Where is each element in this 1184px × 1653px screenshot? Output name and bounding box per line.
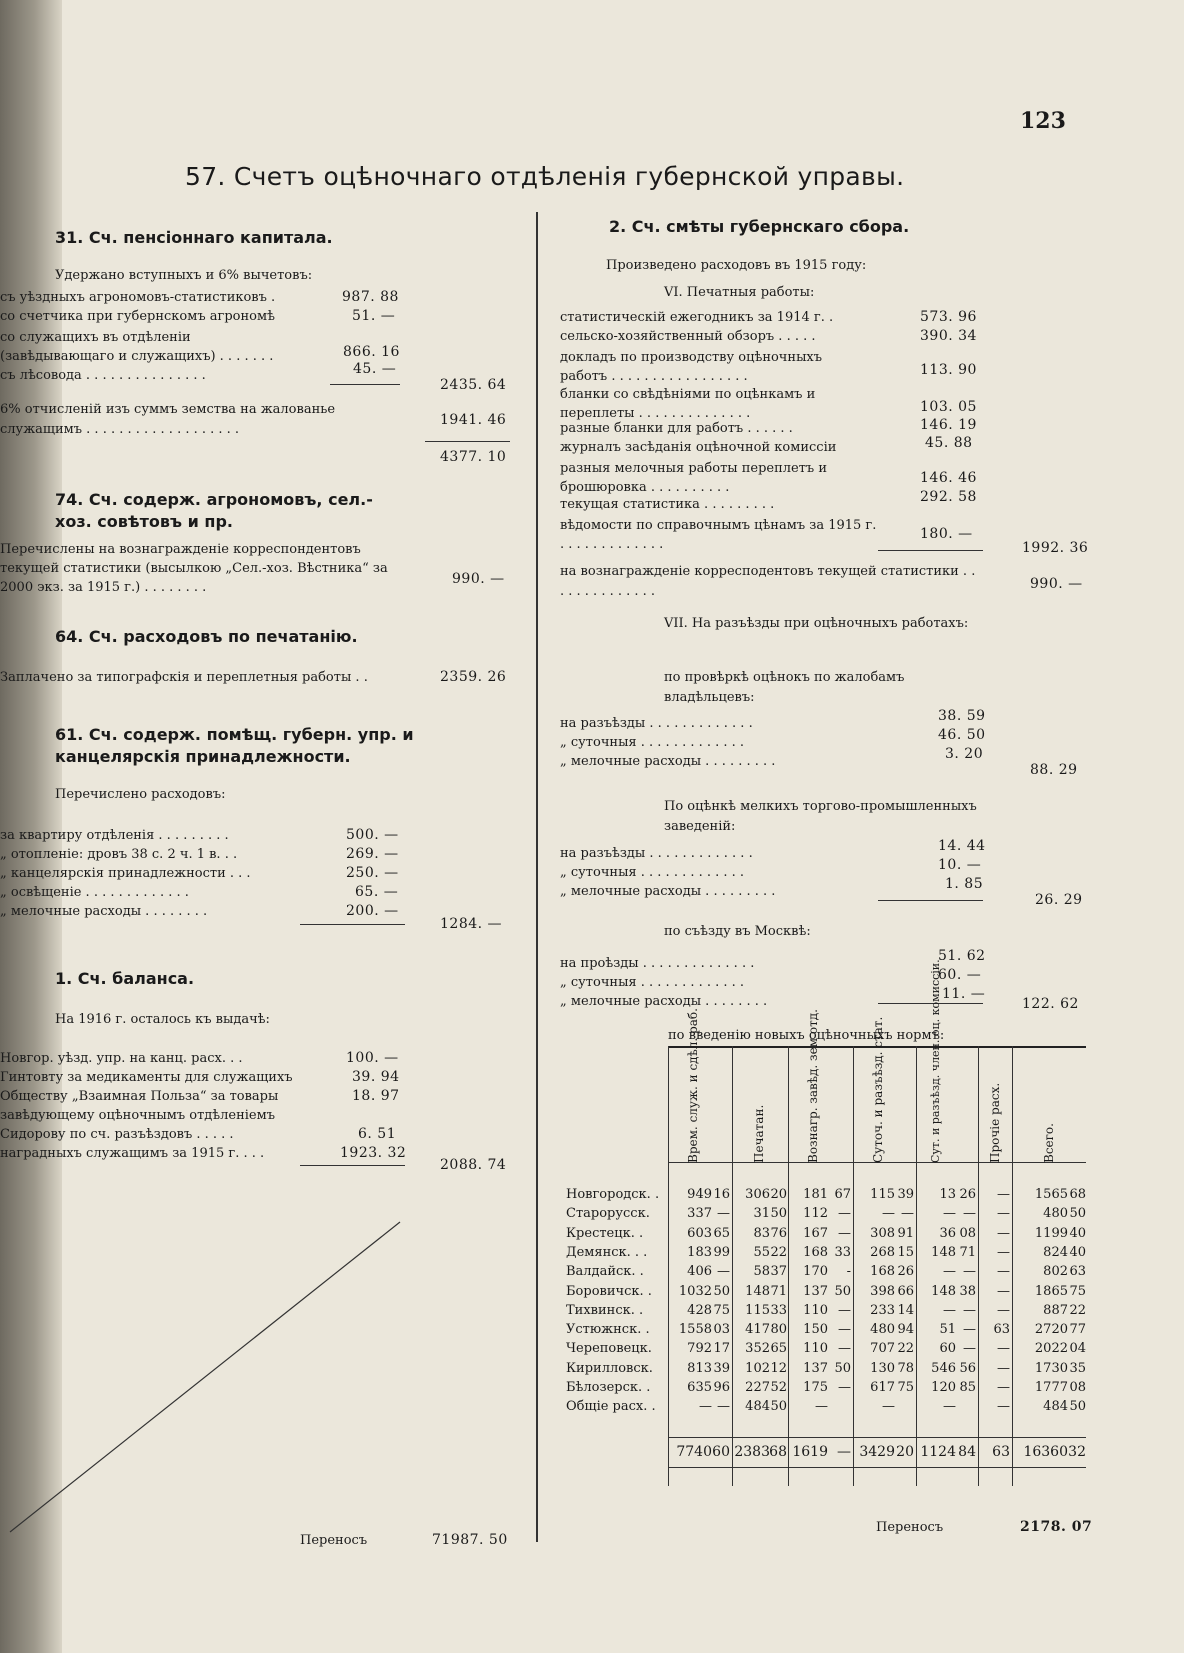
table-cell: 39 [713,1360,730,1376]
print-line-4: бланки со свѣдѣніями по оцѣнкамъ и переплеты . . . . . . . . . . . . . . [560,387,816,421]
table-cell: 50 [1069,1399,1086,1415]
table-header-6: Прочіе расх. [988,1082,1002,1163]
print-line-5: разные бланки для работъ . . . . . . [560,421,793,436]
table-cell: 78 [897,1360,914,1376]
right-carry-label: Переносъ [876,1520,944,1535]
table-cell: 63 [993,1322,1010,1338]
table-cell: — [882,1399,895,1415]
table-cell: 115 [745,1302,770,1318]
table-cell: — [943,1206,956,1222]
table-total-cell: 1124 [920,1444,956,1460]
table-cell: 13 [939,1187,956,1202]
s1-intro: Удержано вступныхъ и 6% вычетовъ: [55,268,313,283]
table-row-name: Демянск. . . [566,1244,648,1260]
s5-val-3: 18. 97 [352,1088,400,1104]
left-carry-label: Переносъ [300,1533,368,1548]
table-header-2: Печатан. [752,1104,766,1163]
table-cell: 08 [1069,1380,1086,1395]
table-cell: 168 [870,1264,895,1280]
table-header-4: Суточ. и разъѣзд. стат. [871,1016,885,1163]
table-total-cell: — [837,1444,851,1460]
right-heading: 2. Сч. смѣты губернскаго сбора. [609,217,910,236]
table-cell: — [997,1399,1010,1415]
table-cell: 85 [959,1380,976,1395]
table-cell: 1777 [1034,1380,1068,1395]
table-cell: 12 [770,1360,787,1376]
table-total-cell: 3429 [859,1444,895,1460]
print-val-9: 180. — [920,526,973,542]
table-cell: 50 [770,1206,787,1222]
rule [300,924,405,925]
table-cell: — [997,1283,1010,1299]
table-total-cell: 84 [958,1444,976,1460]
table-cell: 635 [687,1380,712,1395]
table-cell: 1865 [1034,1283,1068,1299]
s1-val-2: 51. — [352,308,396,324]
s1-line-4: съ лѣсовода . . . . . . . . . . . . . . . [0,368,206,383]
table-cell: 50 [834,1360,851,1376]
s5-total: 2088. 74 [440,1157,507,1173]
page-title: 57. Счетъ оцѣночнаго отдѣленія губернской управы. [185,162,905,191]
table-cell: 120 [931,1380,956,1395]
table-cell: — [963,1322,976,1338]
sub2-val-3: 1. 85 [945,876,984,892]
table-cell: 50 [834,1283,851,1299]
s1-total: 4377. 10 [440,449,507,465]
table-totals-rule-top [668,1437,1086,1438]
table-cell: 08 [959,1225,976,1241]
table-cell: 50 [713,1283,730,1299]
table-cell: 813 [687,1360,712,1376]
s1-line-2: со счетчика при губернскомъ агрономѣ [0,309,275,324]
table-cell: 802 [1043,1264,1068,1280]
rule [425,441,510,442]
table-header-7: Всего. [1042,1123,1056,1163]
table-row-name: Устюжнск. . [566,1322,650,1338]
table-cell: 227 [745,1380,770,1395]
table-cell: 26 [959,1187,976,1202]
sub1-line-1: на разъѣзды . . . . . . . . . . . . . [560,716,753,731]
table-cell: — [717,1206,730,1222]
table-cell: — [943,1264,956,1280]
print-line-1: статистическій ежегодникъ за 1914 г. . [560,310,834,325]
s3-text: Заплачено за типографскія и переплетныя работы . . [0,670,368,685]
table-cell: 65 [770,1341,787,1357]
table-cell: 35 [1069,1360,1086,1376]
s4-line-1: за квартиру отдѣленія . . . . . . . . . [0,828,229,843]
s4-val-5: 200. — [346,903,399,919]
table-cell: 39 [897,1187,914,1202]
table-total-cell: 63 [992,1444,1010,1460]
table-cell: 80 [770,1322,787,1338]
table-cell: 16 [713,1187,730,1202]
rule [878,550,983,551]
page-number: 123 [1020,108,1066,134]
table-cell: 102 [745,1360,770,1376]
s5-line-2: Гинтовту за медикаменты для служащихъ [0,1070,293,1085]
table-header-1: Врем. служ. и сдѣл. раб. [686,1008,700,1163]
table-cell: — [717,1264,730,1280]
s5-line-5: Сидорову по сч. разъѣздовъ . . . . . [0,1127,234,1142]
s4-val-4: 65. — [355,884,399,900]
left-carry-val: 71987. 50 [432,1532,508,1548]
table-cell: — [997,1206,1010,1222]
table-cell: 1558 [678,1322,712,1338]
table-cell: 183 [687,1244,712,1260]
sub2-val-2: 10. — [938,857,982,873]
table-cell: 83 [753,1225,770,1241]
rule [300,1165,405,1166]
s5-intro: На 1916 г. осталось къ выдачѣ: [55,1012,270,1027]
s5-val-5: 6. 51 [358,1126,397,1142]
sub3-val-1: 51. 62 [938,948,986,964]
table-cell: 949 [687,1187,712,1202]
print-val-7: 146. 46 [920,470,977,486]
table-row-name: Череповецк. [566,1341,652,1357]
table-cell: 268 [870,1244,895,1260]
table-cell: — [943,1302,956,1318]
rule [878,900,983,901]
table-cell: 617 [870,1380,895,1395]
table-total-cell: 1619 [792,1444,828,1460]
sub3-line-3: „ мелочные расходы . . . . . . . . [560,994,768,1009]
print-line-6: журналъ засѣданія оцѣночной комиссіи [560,440,837,455]
table-cell: 168 [803,1244,828,1260]
print-line-2: сельско-хозяйственный обзоръ . . . . . [560,329,816,344]
sub2-line-2: „ суточныя . . . . . . . . . . . . . [560,865,745,880]
table-cell: 91 [897,1225,914,1241]
table-total-cell: 16360 [1023,1444,1068,1460]
table-cell: 99 [713,1244,730,1260]
table-row-name: Тихвинск. . [566,1302,644,1318]
table-cell: 110 [803,1302,828,1318]
sub2-line-3: „ мелочные расходы . . . . . . . . . [560,884,776,899]
table-cell: — [997,1380,1010,1395]
table-cell: — [699,1399,712,1415]
cancel-diagonal-line [0,1210,420,1540]
table-row-name: Новгородск. . [566,1187,660,1202]
print-line-8: текущая статистика . . . . . . . . . [560,497,775,512]
table-cell: 115 [870,1187,895,1202]
print-val-4: 103. 05 [920,399,977,415]
table-cell: 50 [1069,1206,1086,1222]
column-divider [536,212,538,1542]
sub1-heading: по провѣркѣ оцѣнокъ по жалобамъ владѣльцевъ: [664,670,905,705]
print-val-5: 146. 19 [920,417,977,433]
s1-heading: 31. Сч. пенсіоннаго капитала. [55,228,333,247]
print-val-1: 573. 96 [920,309,977,325]
table-cell: 110 [803,1341,828,1357]
table-cell: — [838,1322,851,1338]
table-cell: — [838,1341,851,1357]
s5-line-6: наградныхъ служащимъ за 1915 г. . . . [0,1146,265,1161]
table-cell: 40 [1069,1244,1086,1260]
s1-val-4: 45. — [353,361,397,377]
s3-val: 2359. 26 [440,669,507,685]
table-cell: 137 [803,1283,828,1299]
s1-line2: 6% отчисленій изъ суммъ земства на жалованье служащимъ . . . . . . . . . . . . . . . . . . . [0,402,336,437]
print-val-6: 45. 88 [925,435,973,451]
sub2-total: 26. 29 [1035,892,1083,908]
sub2-line-1: на разъѣзды . . . . . . . . . . . . . [560,846,753,861]
table-cell: 96 [713,1380,730,1395]
table-cell: 22 [1069,1302,1086,1318]
table-cell: 1730 [1034,1360,1068,1376]
s1-line-1: съ уѣздныхъ агрономовъ-статистиковъ . [0,290,276,305]
sub1-line-2: „ суточныя . . . . . . . . . . . . . [560,735,745,750]
table-cell: — [997,1244,1010,1260]
table-cell: 137 [803,1360,828,1376]
s2-val: 990. — [452,571,505,587]
table-cell: — [997,1341,1010,1357]
table-totals-rule-bottom [668,1467,1086,1468]
sub3-line-1: на проѣзды . . . . . . . . . . . . . . [560,956,755,971]
table-cell: 824 [1043,1244,1068,1260]
sub2-heading: По оцѣнкѣ мелкихъ торгово-промышленныхъ заведеній: [664,799,977,834]
table-cell: 22 [897,1341,914,1357]
table-cell: 1565 [1034,1187,1068,1202]
s5-line-1: Новгор. уѣзд. упр. на канц. расх. . . [0,1051,243,1066]
table-cell: 306 [745,1187,770,1202]
table-cell: 56 [959,1360,976,1376]
s4-intro: Перечислено расходовъ: [55,787,226,802]
table-total-cell: 7740 [676,1444,712,1460]
table-cell: 33 [770,1302,787,1318]
table-header-5: Сут. и разъѣзд. член. оц. комиссіи. [929,959,942,1163]
table-cell: 428 [687,1302,712,1318]
table-cell: — [717,1399,730,1415]
table-cell: 352 [745,1341,770,1357]
table-cell: 33 [834,1244,851,1260]
sub3-total: 122. 62 [1022,996,1079,1012]
print-total: 1992. 36 [1022,540,1089,556]
table-cell: 130 [870,1360,895,1376]
table-cell: 51 [939,1322,956,1338]
table-row-name: Бѣлозерск. . [566,1380,651,1395]
table-cell: 63 [1069,1264,1086,1280]
sec6-heading: VI. Печатныя работы: [664,285,815,300]
table-cell: — [838,1206,851,1222]
table-cell: 71 [959,1244,976,1260]
sub3-val-2: 60. — [938,967,982,983]
table-cell: 406 [687,1264,712,1280]
table-cell: 175 [803,1380,828,1395]
table-cell: — [838,1380,851,1395]
sub1-val-3: 3. 20 [945,746,984,762]
sub1-val-2: 46. 50 [938,727,986,743]
table-cell: 167 [803,1225,828,1241]
s3-heading: 64. Сч. расходовъ по печатанію. [55,627,358,646]
table-row-name: Кирилловск. [566,1360,653,1376]
table-cell: 546 [931,1360,956,1376]
table-cell: — [997,1225,1010,1241]
sub1-line-3: „ мелочные расходы . . . . . . . . . [560,754,776,769]
table-cell: 484 [1043,1399,1068,1415]
sub2-val-1: 14. 44 [938,838,986,854]
s5-line-4: завѣдующему оцѣночнымъ отдѣленіемъ [0,1108,275,1123]
right-intro: Произведено расходовъ въ 1915 году: [606,258,867,273]
table-cell: 94 [897,1322,914,1338]
table-total-cell: 2383 [734,1444,770,1460]
table-total-cell: 32 [1068,1444,1086,1460]
table-cell: 170 [803,1264,828,1280]
sub1-total: 88. 29 [1030,762,1078,778]
table-cell: 76 [770,1225,787,1241]
table-cell: 603 [687,1225,712,1241]
s5-val-6: 1923. 32 [340,1145,407,1161]
table-cell: 398 [870,1283,895,1299]
table-row-name: Валдайск. . [566,1264,644,1280]
table-row-name: Общіе расх. . [566,1399,656,1415]
table-total-cell: 60 [712,1444,730,1460]
table-cell: 308 [870,1225,895,1241]
print-line-9: вѣдомости по справочнымъ цѣнамъ за 1915 г. . . . . . . . . . . . . . [560,518,877,552]
s5-val-2: 39. 94 [352,1069,400,1085]
table-cell: — [838,1302,851,1318]
table-cell: 37 [770,1264,787,1280]
table-cell: — [815,1399,828,1415]
table-cell: - [846,1264,851,1280]
print-val-3: 113. 90 [920,362,977,378]
table-header-3: Вознагр. завѣд. зем отд. [806,1009,820,1163]
rule [330,384,400,385]
table-cell: 148 [745,1283,770,1299]
s1-line-3: со служащихъ въ отдѣленіи (завѣдывающаго и служащихъ) . . . . . . . [0,330,274,364]
table-cell: 75 [897,1380,914,1395]
s4-line-2: „ отопленіе: дровъ 38 с. 2 ч. 1 в. . . [0,847,238,862]
s4-heading: 61. Сч. содерж. помѣщ. губерн. упр. и канцелярскія принадлежности. [55,725,414,766]
table-cell: 181 [803,1187,828,1202]
s4-val-1: 500. — [346,827,399,843]
s2-text: Перечислены на вознагражденіе корреспондентовъ текущей статистики (высылкою „Сел.-хоз. Вѣстника“ за 2000 экз. за 1915 г.) . . . . . . . . [0,542,388,595]
table-cell: 55 [753,1244,770,1260]
table-cell: — [963,1302,976,1318]
right-carry-val: 2178. 07 [1020,1519,1093,1535]
print-line-7: разныя мелочныя работы переплетъ и брошюровка . . . . . . . . . . [560,461,827,495]
table-cell: — [997,1187,1010,1202]
corr-text: на вознагражденіе корресподентовъ текущей статистики . . . . . . . . . . . . . . [560,564,976,599]
s4-val-3: 250. — [346,865,399,881]
table-cell: 112 [803,1206,828,1222]
table-row-name: Крестецк. . [566,1225,644,1241]
sub1-val-1: 38. 59 [938,708,986,724]
table-cell: 52 [770,1380,787,1395]
table-cell: 20 [770,1187,787,1202]
table-cell: — [963,1206,976,1222]
table-cell: 03 [713,1322,730,1338]
table-cell: — [882,1206,895,1222]
s1-val-3: 866. 16 [343,344,400,360]
table-cell: 58 [753,1264,770,1280]
table-cell: — [838,1225,851,1241]
table-cell: — [943,1399,956,1415]
table-cell: 75 [713,1302,730,1318]
sec7-heading: VII. На разъѣзды при оцѣночныхъ работахъ: [664,616,969,631]
table-cell: 337 [687,1206,712,1222]
s2-heading: 74. Сч. содерж. агрономовъ, сел.-хоз. совѣтовъ и пр. [55,490,373,531]
corr-val: 990. — [1030,576,1083,592]
table-cell: 71 [770,1283,787,1299]
print-val-2: 390. 34 [920,328,977,344]
table-cell: — [997,1302,1010,1318]
table-cell: 22 [770,1244,787,1260]
table-cell: — [997,1360,1010,1376]
table-cell: 150 [803,1322,828,1338]
table-cell: 1199 [1034,1225,1068,1241]
s4-total: 1284. — [440,916,503,932]
table-cell: 75 [1069,1283,1086,1299]
s4-val-2: 269. — [346,846,399,862]
s4-line-3: „ канцелярскія принадлежности . . . [0,866,251,881]
table-cell: 40 [1069,1225,1086,1241]
table-cell: 480 [1043,1206,1068,1222]
table-cell: — [901,1206,914,1222]
table-cell: 38 [959,1283,976,1299]
table-cell: 1032 [678,1283,712,1299]
s1-subtotal: 2435. 64 [440,377,507,393]
table-cell: 233 [870,1302,895,1318]
sub3-line-2: „ суточныя . . . . . . . . . . . . . [560,975,745,990]
table-row-name: Старорусск. [566,1206,650,1222]
print-line-3: докладъ по производству оцѣночныхъ работъ . . . . . . . . . . . . . . . . . [560,350,823,384]
s5-line-3: Обществу „Взаимная Польза“ за товары [0,1089,279,1104]
table-cell: 17 [713,1341,730,1357]
table-cell: 50 [770,1399,787,1415]
table-cell: 31 [753,1206,770,1222]
table-cell: — [963,1264,976,1280]
table-cell: 417 [745,1322,770,1338]
s1-line2-val: 1941. 46 [440,412,507,428]
table-total-cell: 68 [769,1444,787,1460]
table-row-name: Боровичск. . [566,1283,652,1299]
table-cell: 148 [931,1283,956,1299]
table-cell: — [997,1264,1010,1280]
table-cell: 66 [897,1283,914,1299]
table-cell: 14 [897,1302,914,1318]
table-cell: 04 [1069,1341,1086,1357]
table-cell: 792 [687,1341,712,1357]
table-cell: 77 [1069,1322,1086,1338]
table-cell: 484 [745,1399,770,1415]
s4-line-4: „ освѣщеніе . . . . . . . . . . . . . [0,885,189,900]
table-cell: 65 [713,1225,730,1241]
table-cell: 148 [931,1244,956,1260]
print-val-8: 292. 58 [920,489,977,505]
sub3-heading: по съѣзду въ Москвѣ: [664,924,811,939]
s5-val-1: 100. — [346,1050,399,1066]
table-caption: по введенію новыхъ оцѣночныхъ нормъ: [668,1028,945,1043]
table-total-cell: 20 [896,1444,914,1460]
table-cell: 36 [939,1225,956,1241]
table-cell: 60 [939,1341,956,1357]
s5-heading: 1. Сч. баланса. [55,969,195,988]
table-cell: 480 [870,1322,895,1338]
s1-val-1: 987. 88 [342,289,399,305]
s4-line-5: „ мелочные расходы . . . . . . . . [0,904,208,919]
sub3-val-3: 11. — [942,986,986,1002]
table-cell: 2022 [1034,1341,1068,1357]
table-cell: 15 [897,1244,914,1260]
table-cell: 707 [870,1341,895,1357]
table-cell: 2720 [1034,1322,1068,1338]
table-cell: 68 [1069,1187,1086,1202]
table-cell: 26 [897,1264,914,1280]
table-cell: — [963,1341,976,1357]
table-cell: 67 [834,1187,851,1202]
table-cell: 887 [1043,1302,1068,1318]
